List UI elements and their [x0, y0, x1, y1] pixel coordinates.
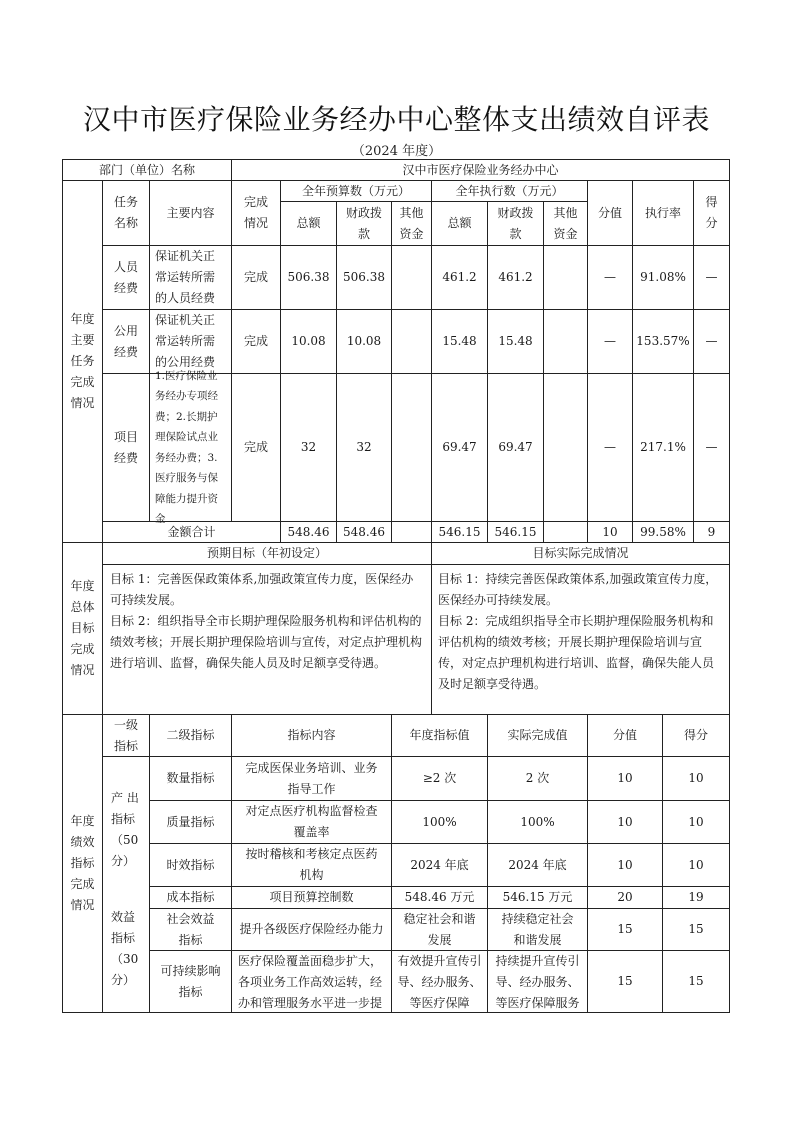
task-completion: 完成 — [231, 309, 281, 374]
header-budget-other: 其他资金 — [391, 201, 432, 246]
task-score-value: — — [587, 245, 633, 310]
task-budget-fiscal: 506.38 — [336, 245, 392, 310]
task-exec-fiscal: 461.2 — [487, 245, 544, 310]
indicators-side-label: 年度绩效指标完成情况 — [62, 714, 103, 1013]
actual-goal-2: 目标 2：完成组织指导全市长期护理保险服务机构和评估机构的绩效考核；开展长期护理保险培训与宣传，对定点护理机构进行培训、监督，确保失能人员及时足额享受待遇。 — [438, 614, 715, 691]
indicator-score-value: 15 — [587, 950, 663, 1013]
task-exec-rate: 91.08% — [632, 245, 694, 310]
goals-side-label: 年度总体目标完成情况 — [62, 542, 103, 715]
header-actual: 实际完成值 — [487, 714, 588, 757]
actual-goals-header: 目标实际完成情况 — [431, 542, 730, 565]
indicator-target: ≥2 次 — [391, 756, 488, 801]
task-score: — — [693, 373, 730, 522]
task-budget-total: 10.08 — [280, 309, 337, 374]
header-exec-fiscal: 财政拨款 — [487, 201, 544, 246]
indicator-target: 有效提升宣传引导、经办服务、等医疗保障 — [391, 950, 488, 1013]
header-level2: 二级指标 — [149, 714, 232, 757]
task-completion: 完成 — [231, 373, 281, 522]
indicator-level2: 质量指标 — [149, 800, 232, 844]
indicator-score: 19 — [662, 886, 730, 909]
task-score-value: — — [587, 373, 633, 522]
indicator-content: 按时稽核和考核定点医药机构 — [231, 843, 392, 887]
total-label: 金额合计 — [102, 521, 281, 543]
indicator-content: 医疗保险覆盖面稳步扩大，各项业务工作高效运转，经办和管理服务水平进一步提 — [231, 950, 392, 1013]
indicator-actual: 持续稳定社会和谐发展 — [487, 908, 588, 951]
indicator-score-value: 15 — [587, 908, 663, 951]
indicator-level2: 数量指标 — [149, 756, 232, 801]
indicator-content: 项目预算控制数 — [231, 886, 392, 909]
indicator-actual: 2 次 — [487, 756, 588, 801]
expected-goals-content — [102, 564, 432, 715]
indicator-target: 548.46 万元 — [391, 886, 488, 909]
indicator-score: 10 — [662, 843, 730, 887]
task-name: 人员经费 — [102, 245, 150, 310]
header-completion: 完成情况 — [231, 180, 281, 246]
header-target: 年度指标值 — [391, 714, 488, 757]
task-content: 保证机关正常运转所需的人员经费 — [149, 245, 232, 310]
header-main-content: 主要内容 — [149, 180, 232, 246]
indicator-target: 稳定社会和谐发展 — [391, 908, 488, 951]
task-name: 公用经费 — [102, 309, 150, 374]
task-budget-total: 32 — [280, 373, 337, 522]
task-exec-fiscal: 69.47 — [487, 373, 544, 522]
task-exec-total: 69.47 — [431, 373, 488, 522]
task-exec-other — [543, 309, 588, 374]
dept-value: 汉中市医疗保险业务经办中心 — [231, 159, 730, 181]
indicator-score: 15 — [662, 908, 730, 951]
document-title: 汉中市医疗保险业务经办中心整体支出绩效自评表 — [82, 103, 710, 136]
indicator-actual: 100% — [487, 800, 588, 844]
header-exec-group: 全年执行数（万元） — [431, 180, 588, 202]
actual-goals-content — [431, 564, 730, 715]
indicator-actual: 2024 年底 — [487, 843, 588, 887]
task-completion: 完成 — [231, 245, 281, 310]
total-exec-total: 546.15 — [431, 521, 488, 543]
indicator-level2: 成本指标 — [149, 886, 232, 909]
indicator-content: 提升各级医疗保险经办能力 — [231, 908, 392, 951]
header-budget-total: 总额 — [280, 201, 337, 246]
task-content: 1.医疗保险业务经办专项经费；2.长期护理保险试点业务经办费；3.医疗服务与保障能力提升资金 — [149, 373, 232, 522]
task-name: 项目经费 — [102, 373, 150, 522]
task-budget-fiscal: 10.08 — [336, 309, 392, 374]
task-budget-other — [391, 309, 432, 374]
dept-label: 部门（单位）名称 — [62, 159, 232, 181]
indicator-score-value: 10 — [587, 843, 663, 887]
header-budget-group: 全年预算数（万元） — [280, 180, 432, 202]
total-budget-other — [391, 521, 432, 543]
indicator-actual: 持续提升宣传引导、经办服务、等医疗保障服务 — [487, 950, 588, 1013]
indicator-content: 完成医保业务培训、业务指导工作 — [231, 756, 392, 801]
total-exec-rate: 99.58% — [632, 521, 694, 543]
header-exec-total: 总额 — [431, 201, 488, 246]
total-budget-fiscal: 548.46 — [336, 521, 392, 543]
task-budget-fiscal: 32 — [336, 373, 392, 522]
task-budget-other — [391, 245, 432, 310]
header-exec-rate: 执行率 — [632, 180, 694, 246]
task-score-value: — — [587, 309, 633, 374]
total-exec-fiscal: 546.15 — [487, 521, 544, 543]
task-content: 保证机关正常运转所需的公用经费 — [149, 309, 232, 374]
indicator-score-value: 10 — [587, 800, 663, 844]
total-score-value: 10 — [587, 521, 633, 543]
task-budget-other — [391, 373, 432, 522]
header-ind-score: 得分 — [662, 714, 730, 757]
expected-goal-2: 目标 2：组织指导全市长期护理保险服务机构和评估机构的绩效考核；开展长期护理保险培训与宣传，对定点护理机构进行培训、监督，确保失能人员及时足额享受待遇。 — [110, 614, 423, 670]
header-score-value: 分值 — [587, 180, 633, 246]
header-level1: 一级指标 — [102, 714, 150, 757]
header-score: 得分 — [693, 180, 730, 246]
indicator-level2: 社会效益指标 — [149, 908, 232, 951]
indicator-score-value: 20 — [587, 886, 663, 909]
actual-goal-1: 目标 1：持续完善医保政策体系,加强政策宣传力度，医保经办可持续发展。 — [438, 572, 718, 607]
task-budget-total: 506.38 — [280, 245, 337, 310]
task-exec-fiscal: 15.48 — [487, 309, 544, 374]
indicator-score: 10 — [662, 756, 730, 801]
indicator-score-value: 10 — [587, 756, 663, 801]
indicator-level2: 时效指标 — [149, 843, 232, 887]
indicator-score: 15 — [662, 950, 730, 1013]
indicator-content: 对定点医疗机构监督检查覆盖率 — [231, 800, 392, 844]
total-budget-total: 548.46 — [280, 521, 337, 543]
header-task-name: 任务名称 — [102, 180, 150, 246]
header-exec-other: 其他资金 — [543, 201, 588, 246]
task-exec-total: 15.48 — [431, 309, 488, 374]
indicator-actual: 546.15 万元 — [487, 886, 588, 909]
indicator-target: 2024 年底 — [391, 843, 488, 887]
header-content: 指标内容 — [231, 714, 392, 757]
expected-goal-1: 目标 1：完善医保政策体系,加强政策宣传力度，医保经办可持续发展。 — [110, 572, 414, 607]
year-label: （2024 年度） — [351, 144, 442, 159]
total-score: 9 — [693, 521, 730, 543]
task-exec-rate: 153.57% — [632, 309, 694, 374]
total-exec-other — [543, 521, 588, 543]
task-exec-total: 461.2 — [431, 245, 488, 310]
task-score: — — [693, 309, 730, 374]
task-exec-other — [543, 373, 588, 522]
task-exec-other — [543, 245, 588, 310]
tasks-side-label: 年度主要任务完成情况 — [62, 180, 103, 543]
task-score: — — [693, 245, 730, 310]
indicator-level2: 可持续影响指标 — [149, 950, 232, 1013]
task-exec-rate: 217.1% — [632, 373, 694, 522]
indicator-target: 100% — [391, 800, 488, 844]
header-budget-fiscal: 财政拨款 — [336, 201, 392, 246]
level1-benefit: 效益指标（30分） — [102, 886, 150, 1013]
expected-goals-header: 预期目标（年初设定） — [102, 542, 432, 565]
header-ind-score-value: 分值 — [587, 714, 663, 757]
indicator-score: 10 — [662, 800, 730, 844]
level1-output: 产 出指标（50分） — [102, 756, 150, 886]
